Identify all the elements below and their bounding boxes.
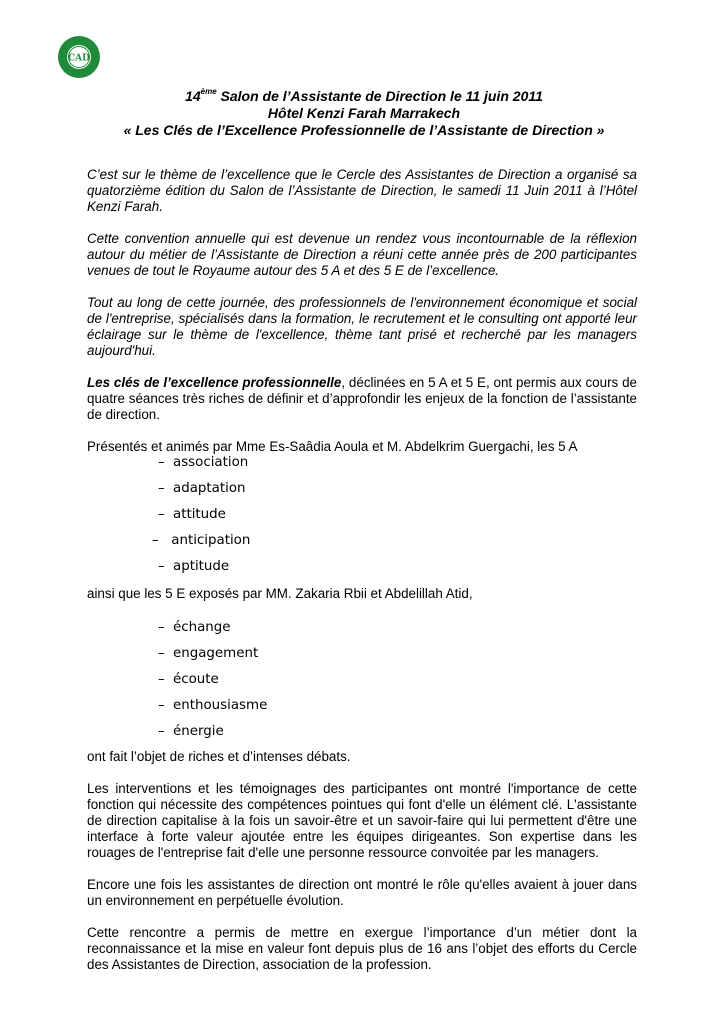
list-item: [87, 719, 637, 745]
dash-bullet: –: [158, 698, 165, 713]
list-item-text: enthousiasme: [173, 698, 268, 713]
document-body: [87, 167, 637, 989]
list-item-text: aptitude: [173, 559, 230, 574]
dash-bullet: –: [158, 620, 165, 635]
header-line-1: [84, 88, 644, 105]
keys-text: , déclinées en 5 A et 5 E, ont permis aux cours de quatre séances très riches de définir et d’approfondir les enjeux de la fonction de l’assistante de direction.: [87, 375, 637, 422]
list-item: [87, 693, 637, 719]
paragraph-keys: [87, 375, 637, 423]
list-item-text: adaptation: [173, 481, 246, 496]
document-header: [84, 88, 644, 139]
cad-logo: [57, 35, 101, 79]
list-5e: [87, 615, 637, 745]
keys-emphasis: Les clés de l’excellence professionnelle: [87, 375, 342, 390]
list-item: [87, 528, 637, 554]
list-item-text: association: [173, 455, 249, 470]
list-item: [87, 554, 637, 580]
header-line-1-text: Salon de l’Assistante de Direction le 11 juin 2011: [216, 88, 543, 104]
paragraph-conclusion: Cette rencontre a permis de mettre en exergue l’importance d’un métier dont la reconnaissance et la mise en valeur font depuis plus de 16 ans l’objet des efforts du Cercle des Assistantes de Direction, association de la profession.: [87, 925, 637, 972]
paragraph-debates: ont fait l’objet de riches et d’intenses débats.: [87, 749, 351, 764]
list-item: [87, 615, 637, 641]
paragraph-intro: C’est sur le thème de l’excellence que le Cercle des Assistantes de Direction a organisé sa quatorzième édition du Salon de l’Assistante de Direction, le samedi 11 Juin 2011 à l’Hôtel Kenzi Farah.: [87, 167, 637, 214]
list-item-text: attitude: [173, 507, 226, 522]
svg-text:CAD: CAD: [68, 53, 90, 64]
list-item-text: échange: [173, 620, 231, 635]
list-item-text: engagement: [173, 646, 259, 661]
dash-bullet: –: [158, 481, 165, 496]
list-item-text: énergie: [173, 724, 224, 739]
dash-bullet: –: [158, 672, 165, 687]
list-item-text: écoute: [173, 672, 219, 687]
paragraph-evolution: Encore une fois les assistantes de direction ont montré le rôle qu'elles avaient à jouer dans un environnement en perpétuelle évolution.: [87, 877, 637, 908]
paragraph-5a-intro: Présentés et animés par Mme Es-Saâdia Aoula et M. Abdelkrim Guergachi, les 5 A: [87, 439, 578, 454]
list-item: [87, 667, 637, 693]
header-line-2: Hôtel Kenzi Farah Marrakech: [267, 105, 461, 121]
list-item: [87, 502, 637, 528]
edition-suffix: ème: [200, 87, 217, 96]
list-item: [87, 641, 637, 667]
dash-bullet: –: [158, 455, 165, 470]
edition-number: 14: [185, 88, 201, 104]
paragraph-convention: Cette convention annuelle qui est devenue un rendez vous incontournable de la réflexion autour du métier de l’Assistante de Direction a réuni cette année près de 200 participantes venues de tout le Royaume autour des 5 A et des 5 E de l’excellence.: [87, 231, 637, 278]
list-item-text: anticipation: [167, 533, 251, 548]
dash-bullet: –: [152, 533, 159, 548]
header-line-3: « Les Clés de l’Excellence Professionnelle de l’Assistante de Direction »: [123, 122, 605, 138]
dash-bullet: –: [158, 646, 165, 661]
dash-bullet: –: [158, 507, 165, 522]
paragraph-professionals: Tout au long de cette journée, des professionnels de l'environnement économique et social de l'entreprise, spécialisés dans la formation, le recrutement et le consulting ont apporté leur éclairage sur le thème de l'excellence, thème tant prisé et recherché par les managers aujourd'hui.: [87, 295, 637, 358]
dash-bullet: –: [158, 559, 165, 574]
paragraph-interventions: Les interventions et les témoignages des participantes ont montré l'importance de cette fonction qui nécessite des compétences pointues qui font d'elle un élément clé. L'assistante de direction capitalise à la fois un savoir-être et un savoir-faire qui lui permettent d'être une interface à forte valeur ajoutée entre les équipes dirigeantes. Son expertise dans les rouages de l'entreprise fait d'elle une personne ressource convoitée par les managers.: [87, 781, 637, 860]
paragraph-5e-intro: ainsi que les 5 E exposés par MM. Zakaria Rbii et Abdelillah Atid,: [87, 586, 473, 601]
dash-bullet: –: [158, 724, 165, 739]
cad-logo-seal: [57, 35, 101, 79]
list-5a: [87, 450, 637, 580]
list-item: [87, 476, 637, 502]
